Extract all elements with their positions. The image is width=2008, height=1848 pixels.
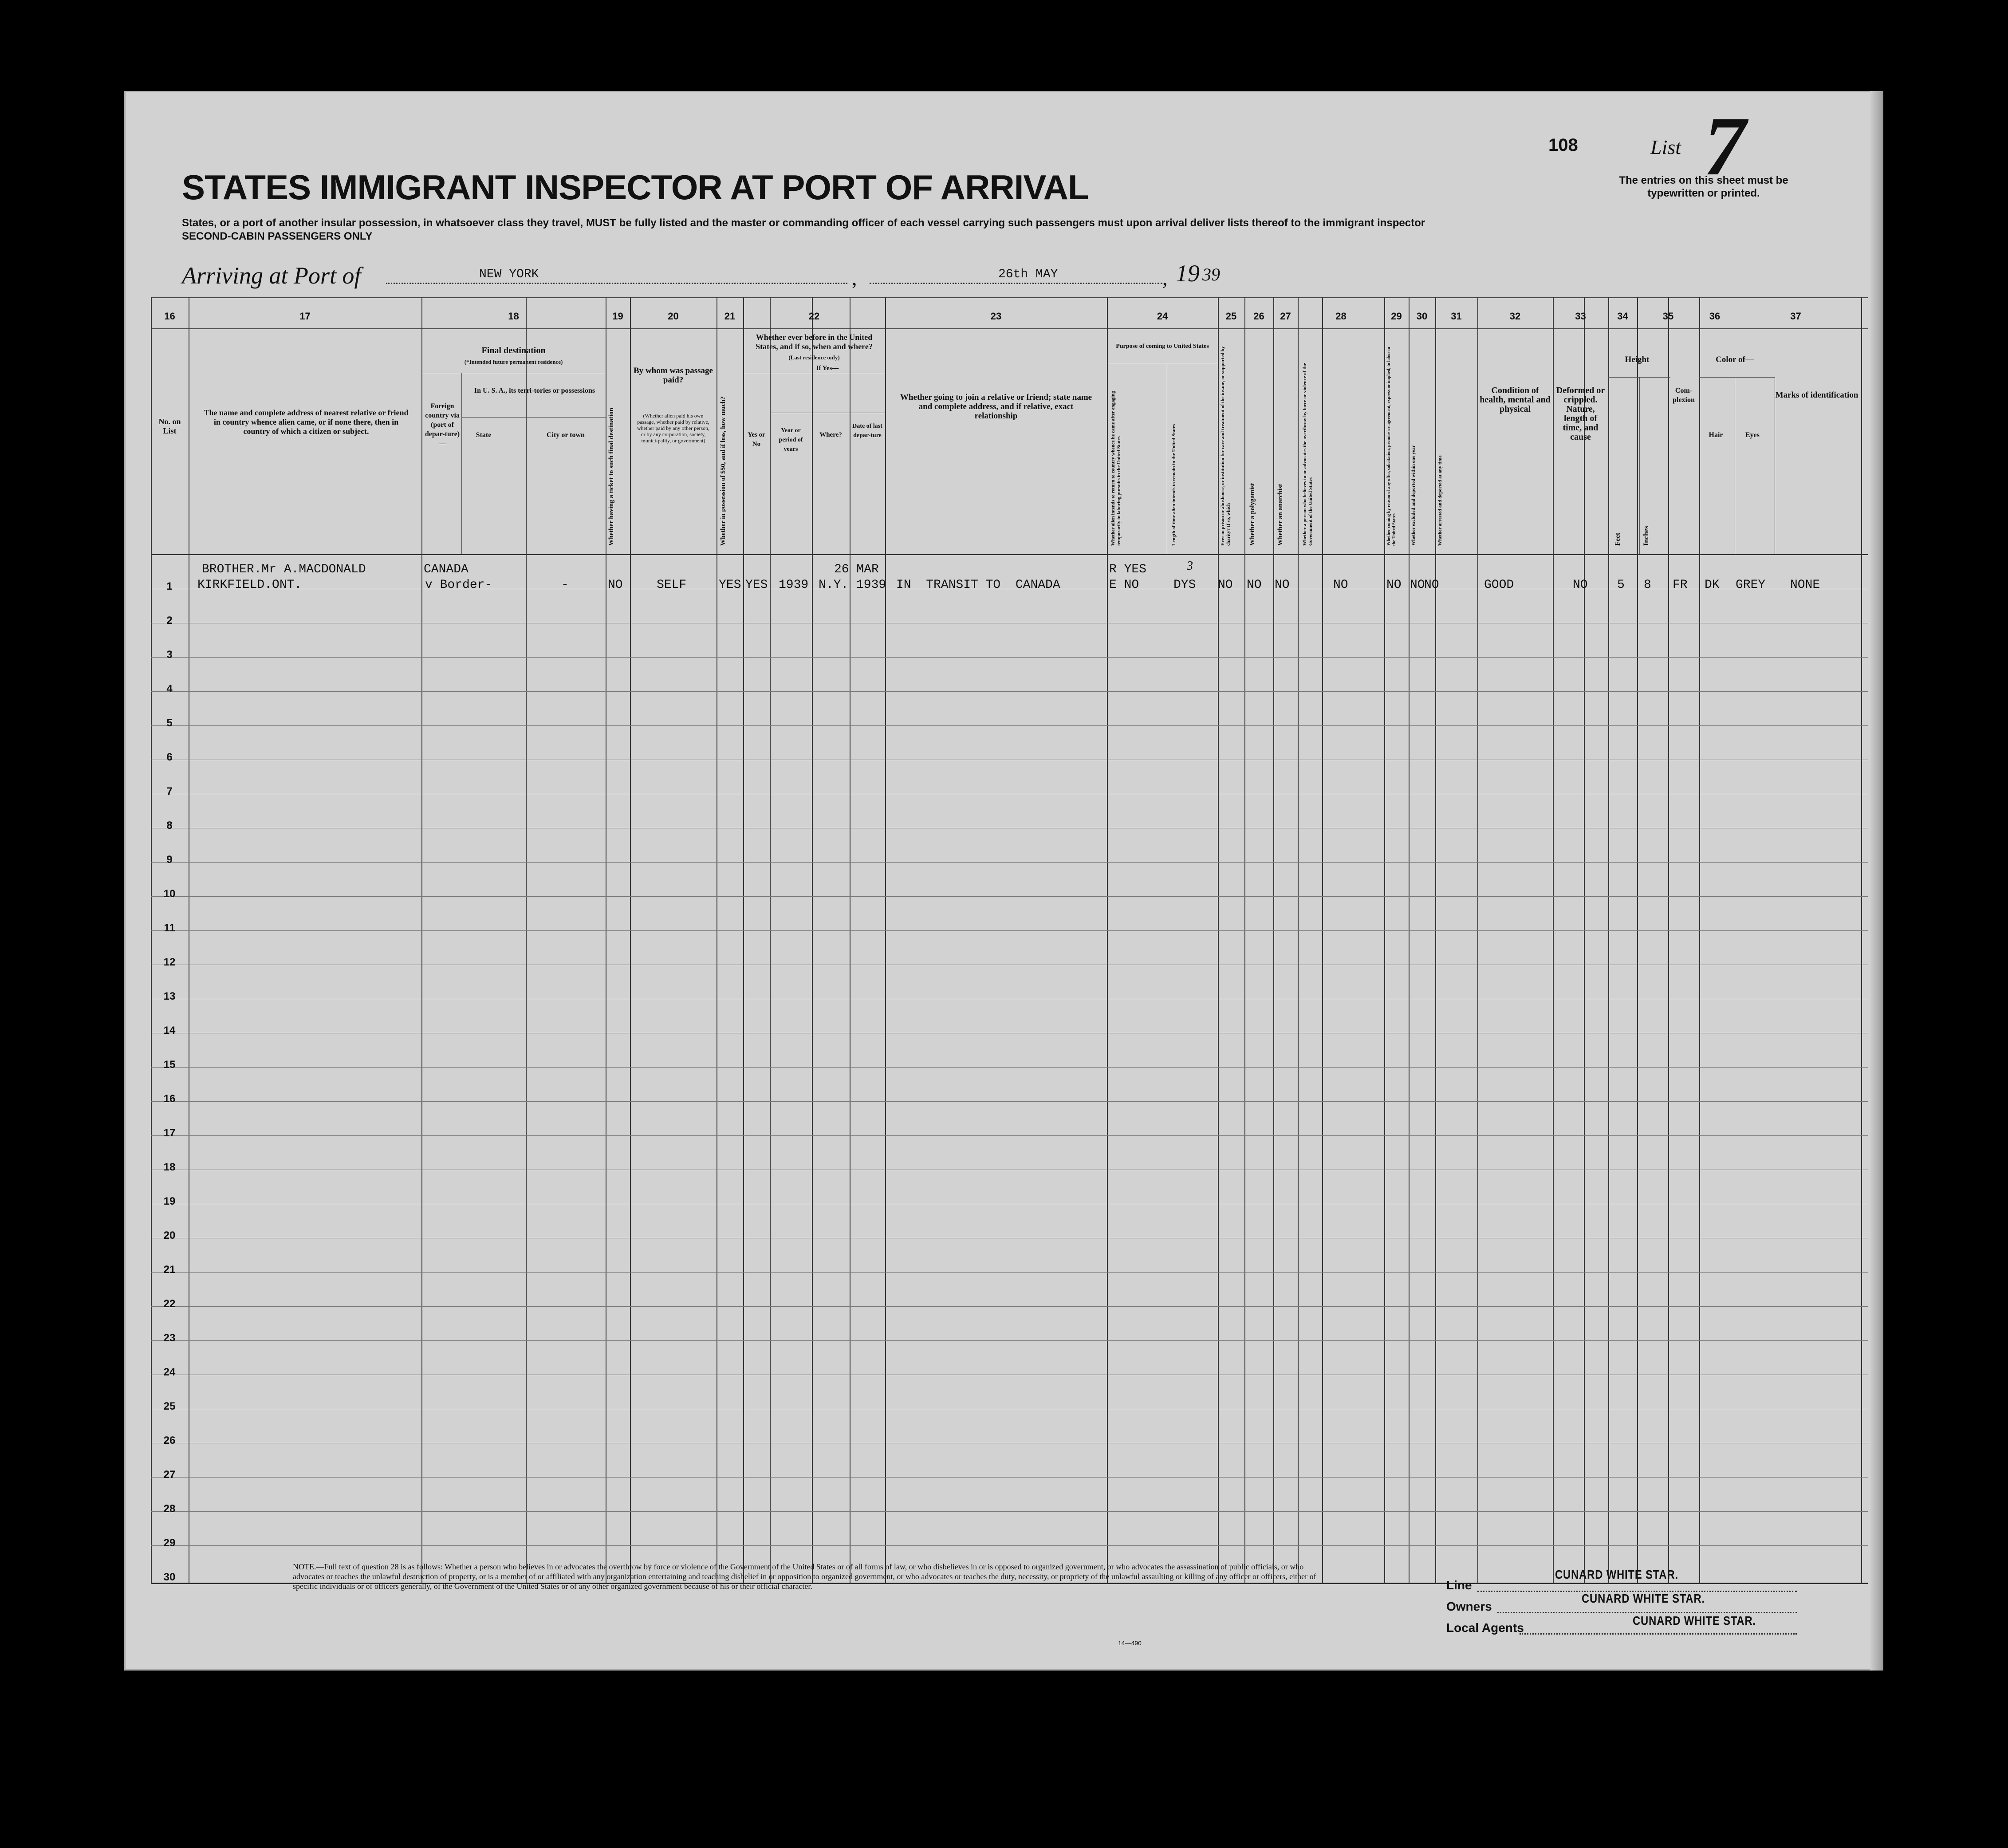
entry-eyes: GREY xyxy=(1736,578,1766,592)
header-state: State xyxy=(476,431,492,439)
agents-value: CUNARD WHITE STAR. xyxy=(1633,1614,1756,1627)
column-number: 31 xyxy=(1451,311,1462,322)
header-if-yes: If Yes— xyxy=(816,365,839,372)
column-number-rule xyxy=(151,328,1868,329)
row-number: 22 xyxy=(163,1298,176,1310)
column-number: 33 xyxy=(1575,311,1586,322)
header-hair: Hair xyxy=(1709,431,1723,439)
row-number: 12 xyxy=(163,956,176,968)
row-number: 28 xyxy=(163,1503,176,1515)
header-foreign-country: Foreign country via (port of depar-ture)— xyxy=(425,402,460,447)
manifest-grid xyxy=(151,297,1868,1584)
row-number: 2 xyxy=(166,615,173,627)
column-number: 36 xyxy=(1709,311,1721,322)
header-q29: Whether coming by reason of any offer, solicitation, promise or agreement, express or implied, to labor in the United States xyxy=(1386,347,1397,546)
entry-condition: GOOD xyxy=(1484,578,1514,592)
entry-purpose-line2: E NO xyxy=(1109,578,1139,592)
entry-passage-paid: SELF xyxy=(657,578,687,592)
row-number: 21 xyxy=(163,1264,176,1276)
entry-departure-line1: 26 MAR xyxy=(834,563,879,576)
column-number: 25 xyxy=(1225,311,1237,322)
header-final-destination: Final destination xyxy=(481,346,546,355)
grid-top-rule xyxy=(151,297,1868,298)
entry-feet: 5 xyxy=(1617,578,1625,592)
agents-underline xyxy=(1520,1633,1797,1635)
entry-ticket: NO xyxy=(608,578,623,592)
row-number: 29 xyxy=(163,1537,176,1549)
sheet-edge xyxy=(1870,91,1883,1671)
entry-q30: NO xyxy=(1410,578,1425,592)
header-last-residence: (Last residence only) xyxy=(788,354,840,361)
entry-complexion: FR xyxy=(1673,578,1688,592)
header-height: Height xyxy=(1625,355,1650,364)
entry-foreign-country-line1: CANADA xyxy=(424,563,469,576)
row-number: 27 xyxy=(163,1469,176,1481)
owners-underline xyxy=(1497,1612,1797,1613)
row-number: 13 xyxy=(163,990,176,1002)
header-final-destination-note: (*Intended future permanent residence) xyxy=(464,359,563,365)
column-number: 26 xyxy=(1253,311,1264,322)
header-anarchist: Whether an anarchist xyxy=(1277,484,1284,546)
row-number: 24 xyxy=(163,1366,176,1378)
row-number: 7 xyxy=(166,785,173,797)
header-where: Where? xyxy=(819,431,842,438)
row-number: 23 xyxy=(163,1332,176,1344)
entry-hair: DK xyxy=(1705,578,1720,592)
column-number: 37 xyxy=(1790,311,1801,322)
entry-marks: NONE xyxy=(1790,578,1820,592)
header-yes-or-no: Yes or No xyxy=(748,431,765,448)
entry-city: - xyxy=(561,578,569,592)
column-number: 35 xyxy=(1662,311,1674,322)
column-number: 20 xyxy=(668,311,679,322)
header-q28: Whether a person who believes in or advocates the overthrow by force or violence of the Government of the United States xyxy=(1302,363,1313,546)
subtitle-line-1: States, or a port of another insular possession, in whatsoever class they travel, MUST be fully listed and the master or commanding officer of each vessel carrying such passengers must upon arrival deliver lists thereof to the immigrant inspector xyxy=(182,217,1425,229)
entry-q31: NO xyxy=(1424,578,1439,592)
entry-purpose-line1: R YES xyxy=(1109,563,1147,576)
subtitle-line-2: SECOND-CABIN PASSENGERS ONLY xyxy=(182,230,373,242)
header-bottom-rule xyxy=(151,554,1868,555)
comma: , xyxy=(1162,267,1168,289)
entry-polygamist: NO xyxy=(1247,578,1262,592)
column-number: 27 xyxy=(1280,311,1291,322)
entry-q29: NO xyxy=(1386,578,1402,592)
owners-label: Owners xyxy=(1446,1600,1492,1613)
header-no-on-list: No. on List xyxy=(158,417,181,435)
entry-q28: NO xyxy=(1333,578,1348,592)
header-deformed: Deformed or crippled. Nature, length of time, and cause xyxy=(1556,386,1605,442)
header-prison: Ever in prison or almshouse, or institution for care and treatment of the insane, or supported by charity? If so, which xyxy=(1220,346,1231,546)
header-joining-relative: Whether going to join a relative or friend; state name and complete address, and if relative, exact relationship xyxy=(900,393,1092,421)
port-underline xyxy=(386,283,847,284)
entry-relative-line2: KIRKFIELD.ONT. xyxy=(197,578,302,592)
row-number: 26 xyxy=(163,1434,176,1446)
row-number: 4 xyxy=(166,683,173,695)
entry-possession-50: YES xyxy=(719,578,741,592)
column-number: 19 xyxy=(612,311,623,322)
list-number: 7 xyxy=(1704,100,1746,193)
list-label: List xyxy=(1650,136,1681,158)
column-number: 23 xyxy=(990,311,1002,322)
manifest-sheet xyxy=(124,91,1883,1671)
row-number: 17 xyxy=(163,1127,176,1139)
row-number: 30 xyxy=(163,1571,176,1583)
agents-label: Local Agents xyxy=(1446,1621,1524,1635)
comma: , xyxy=(852,267,857,289)
row-number: 8 xyxy=(166,820,173,831)
form-number: 14—490 xyxy=(1118,1639,1142,1647)
row-number: 16 xyxy=(163,1093,176,1105)
year-prefix: 19 xyxy=(1176,260,1200,287)
header-color-of: Color of— xyxy=(1716,355,1754,364)
header-purpose-a: Whether alien intends to return to country whence he came after engaging temporarily in laboring pursuits in the United States xyxy=(1110,391,1122,546)
arriving-label: Arriving at Port of xyxy=(182,262,361,289)
row-number: 6 xyxy=(166,751,173,763)
header-eyes: Eyes xyxy=(1745,431,1760,439)
header-marks: Marks of identification xyxy=(1775,390,1858,400)
header-condition: Condition of health, mental and physical xyxy=(1480,386,1551,414)
column-number: 29 xyxy=(1391,311,1402,322)
entry-joining: IN TRANSIT TO CANADA xyxy=(896,578,1060,592)
row-number: 5 xyxy=(166,717,173,729)
column-number: 30 xyxy=(1416,311,1428,322)
date-underline xyxy=(870,283,1162,284)
header-inches: Inches xyxy=(1642,526,1650,546)
header-purpose-b: Length of time alien intends to remain in the United States xyxy=(1171,424,1177,546)
row-number: 14 xyxy=(163,1024,176,1036)
row-number: 20 xyxy=(163,1229,176,1241)
entry-ever-before: YES xyxy=(745,578,768,592)
row-number: 19 xyxy=(163,1195,176,1207)
row-number: 18 xyxy=(163,1161,176,1173)
header-date-departure: Date of last depar-ture xyxy=(852,423,882,439)
row-number: 15 xyxy=(163,1059,176,1071)
header-city: City or town xyxy=(547,431,585,439)
header-ticket: Whether having a ticket to such final destination xyxy=(608,408,615,546)
entry-departure-line2: 1939 xyxy=(856,578,886,592)
header-ever-before: Whether ever before in the United States, and if so, when and where? xyxy=(756,333,873,351)
entry-length-line2: DYS xyxy=(1173,578,1196,592)
header-year-period: Year or period of years xyxy=(779,427,803,453)
column-number: 34 xyxy=(1617,311,1628,322)
entries-note: The entries on this sheet must be typewritten or printed. xyxy=(1619,174,1788,199)
header-possession-50: Whether in possession of $50, and if less, how much? xyxy=(720,396,727,546)
entry-prison: NO xyxy=(1218,578,1233,592)
entry-anarchist: NO xyxy=(1275,578,1290,592)
port-value: NEW YORK xyxy=(479,268,539,281)
line-value: CUNARD WHITE STAR. xyxy=(1555,1568,1678,1581)
entry-where: N.Y. xyxy=(819,578,849,592)
column-number: 24 xyxy=(1157,311,1168,322)
header-complexion: Com-plexion xyxy=(1673,387,1695,404)
header-q30: Whether excluded and deported within one year xyxy=(1411,445,1416,546)
column-number: 17 xyxy=(299,311,311,322)
header-in-usa: In U. S. A., its terri-tories or possessions xyxy=(474,387,595,394)
entry-inches: 8 xyxy=(1644,578,1651,592)
row-number: 9 xyxy=(166,854,173,866)
header-feet: Feet xyxy=(1614,532,1622,546)
entry-foreign-country-line2: v Border- xyxy=(425,578,492,592)
date-value: 26th MAY xyxy=(998,268,1058,281)
column-number: 22 xyxy=(808,311,820,322)
line-label: Line xyxy=(1446,1578,1472,1592)
entry-year-period: 1939 xyxy=(779,578,809,592)
header-q31: Whether arrested and deported at any time xyxy=(1437,455,1443,546)
entry-deformed: NO xyxy=(1573,578,1588,592)
page-title: STATES IMMIGRANT INSPECTOR AT PORT OF ARRIVAL xyxy=(182,168,1089,207)
header-purpose: Purpose of coming to United States xyxy=(1116,343,1209,350)
column-number: 32 xyxy=(1509,311,1521,322)
entry-relative-line1: BROTHER.Mr A.MACDONALD xyxy=(202,563,366,576)
header-passage-paid-note: (Whether alien paid his own passage, whether paid by relative, whether paid by any other person, or by any corporation, society, munici-pality, or government) xyxy=(637,413,710,444)
column-number: 16 xyxy=(164,311,175,322)
owners-value: CUNARD WHITE STAR. xyxy=(1582,1592,1705,1605)
header-polygamist: Whether a polygamist xyxy=(1249,483,1256,546)
header-passage-paid: By whom was passage paid? xyxy=(634,366,713,385)
row-number: 11 xyxy=(164,922,175,934)
row-number: 1 xyxy=(166,580,173,592)
row-number: 25 xyxy=(163,1400,176,1412)
entry-length-line1: 3 xyxy=(1187,559,1193,573)
row-number: 10 xyxy=(163,888,176,900)
row-number: 3 xyxy=(166,649,173,661)
column-number: 18 xyxy=(508,311,519,322)
column-number: 21 xyxy=(724,311,736,322)
column-number: 28 xyxy=(1335,311,1347,322)
subtitle xyxy=(182,217,1646,243)
year-suffix: 39 xyxy=(1202,264,1220,284)
question-28-note: NOTE.—Full text of question 28 is as follows: Whether a person who believes in or advocates the overthrow by force or violence of the Government of the United States or of all forms of law, or who disbelieves in or is opposed to organized government, or who advocates the assassination of public officials, or who advocates or teaches the unlawful destruction of property, or is a member of or affiliated with any organization entertaining and teaching disbelief in or opposition to organized government, or who advocates or teaches the duty, necessity, or propriety of the unlawful assaulting or killing of any officer or officers, either of specific individuals or of officers generally, of the Government of the United States or of any other organized government because of his or their official character. xyxy=(293,1562,1316,1591)
header-nearest-relative: The name and complete address of nearest relative or friend in country whence alien came, or if none there, then in country of which a citizen or subject. xyxy=(204,408,409,436)
sheet-number: 108 xyxy=(1548,135,1578,155)
